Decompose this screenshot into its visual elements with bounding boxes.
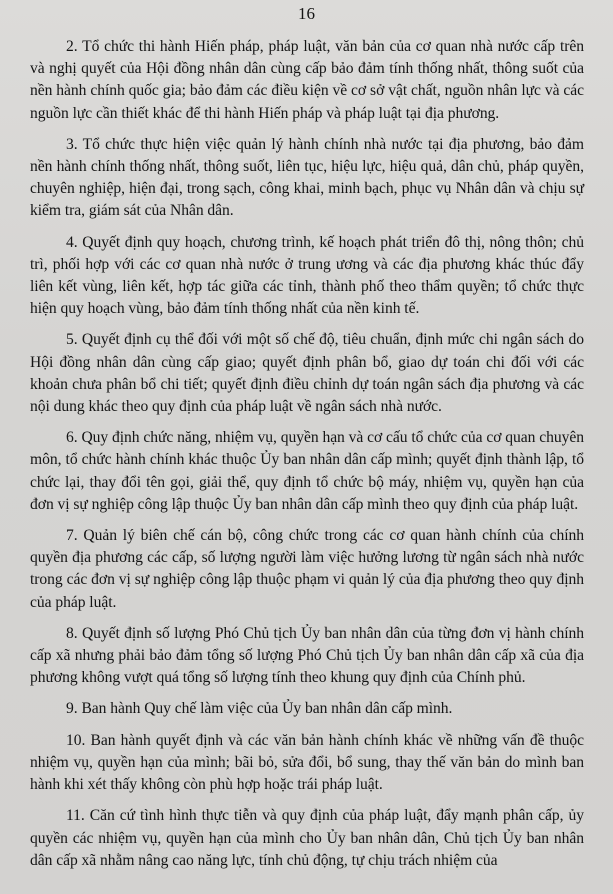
paragraph-clause-9: 9. Ban hành Quy chế làm việc của Ủy ban nhân dân cấp mình. [66,700,453,718]
page-number: 16 [298,4,315,23]
paragraph-clause-4: 4. Quyết định quy hoạch, chương trình, kế hoạch phát triển đô thị, nông thôn; chủ trì, phối hợp với các cơ quan nhà nước ở trung ương và các địa phương khác thúc đẩy liên kết vùng, liên kết, hợp tác giữa các tỉnh, thành phố theo thẩm quyền; tổ chức thực hiện quy hoạch vùng, bảo đảm tính thống nhất của nền kinh tế. [30,233,584,318]
paragraph-clause-5: 5. Quyết định cụ thể đối với một số chế độ, tiêu chuẩn, định mức chi ngân sách do Hội đồng nhân dân cùng cấp giao; quyết định phân bổ, giao dự toán chi đối với các khoản chưa phân bổ chi tiết; quyết định điều chỉnh dự toán ngân sách địa phương và các nội dung khác theo quy định của pháp luật về ngân sách nhà nước. [30,331,584,416]
document-body [30,36,584,881]
paragraph-clause-3: 3. Tổ chức thực hiện việc quản lý hành chính nhà nước tại địa phương, bảo đảm nền hành chính thống nhất, thông suốt, liên tục, hiệu lực, hiệu quả, dân chủ, pháp quyền, chuyên nghiệp, hiện đại, trong sạch, công khai, minh bạch, phục vụ Nhân dân và chịu sự kiểm tra, giám sát của Nhân dân. [30,135,584,220]
paragraph-clause-8: 8. Quyết định số lượng Phó Chủ tịch Ủy ban nhân dân của từng đơn vị hành chính cấp xã nhưng phải bảo đảm tổng số lượng Phó Chủ tịch Ủy ban nhân dân cấp xã của địa phương không vượt quá tổng số lượng tính theo khung quy định của Chính phủ. [30,624,584,687]
paragraph-clause-7: 7. Quản lý biên chế cán bộ, công chức trong các cơ quan hành chính của chính quyền địa phương các cấp, số lượng người làm việc hưởng lương từ ngân sách nhà nước trong các đơn vị sự nghiệp công lập thuộc phạm vi quản lý của địa phương theo quy định của pháp luật. [30,527,584,611]
paragraph-clause-2: 2. Tổ chức thi hành Hiến pháp, pháp luật, văn bản của cơ quan nhà nước cấp trên và nghị quyết của Hội đồng nhân dân cùng cấp bảo đảm tính thống nhất, thông suốt của nền hành chính quốc gia; bảo đảm các điều kiện về cơ sở vật chất, nguồn nhân lực và các nguồn lực cần thiết khác để thi hành Hiến pháp và pháp luật tại địa phương. [30,38,584,122]
paragraph-clause-10: 10. Ban hành quyết định và các văn bản hành chính khác về những vấn đề thuộc nhiệm vụ, quyền hạn của mình; bãi bỏ, sửa đổi, bổ sung, thay thế văn bản do mình ban hành khi xét thấy không còn phù hợp hoặc trái pháp luật. [30,731,584,794]
paragraph-clause-6: 6. Quy định chức năng, nhiệm vụ, quyền hạn và cơ cấu tổ chức của cơ quan chuyên môn, tổ chức hành chính khác thuộc Ủy ban nhân dân cấp mình; quyết định thành lập, tổ chức lại, thay đổi tên gọi, giải thể, quy định tổ chức bộ máy, nhiệm vụ, quyền hạn của đơn vị sự nghiệp công lập thuộc Ủy ban nhân dân cấp mình theo quy định của pháp luật. [30,429,584,513]
paragraph-clause-11: 11. Căn cứ tình hình thực tiễn và quy định của pháp luật, đẩy mạnh phân cấp, ủy quyền các nhiệm vụ, quyền hạn của mình cho Ủy ban nhân dân, Chủ tịch Ủy ban nhân dân cấp xã nhằm nâng cao năng lực, tính chủ động, tự chịu trách nhiệm của [30,807,584,869]
